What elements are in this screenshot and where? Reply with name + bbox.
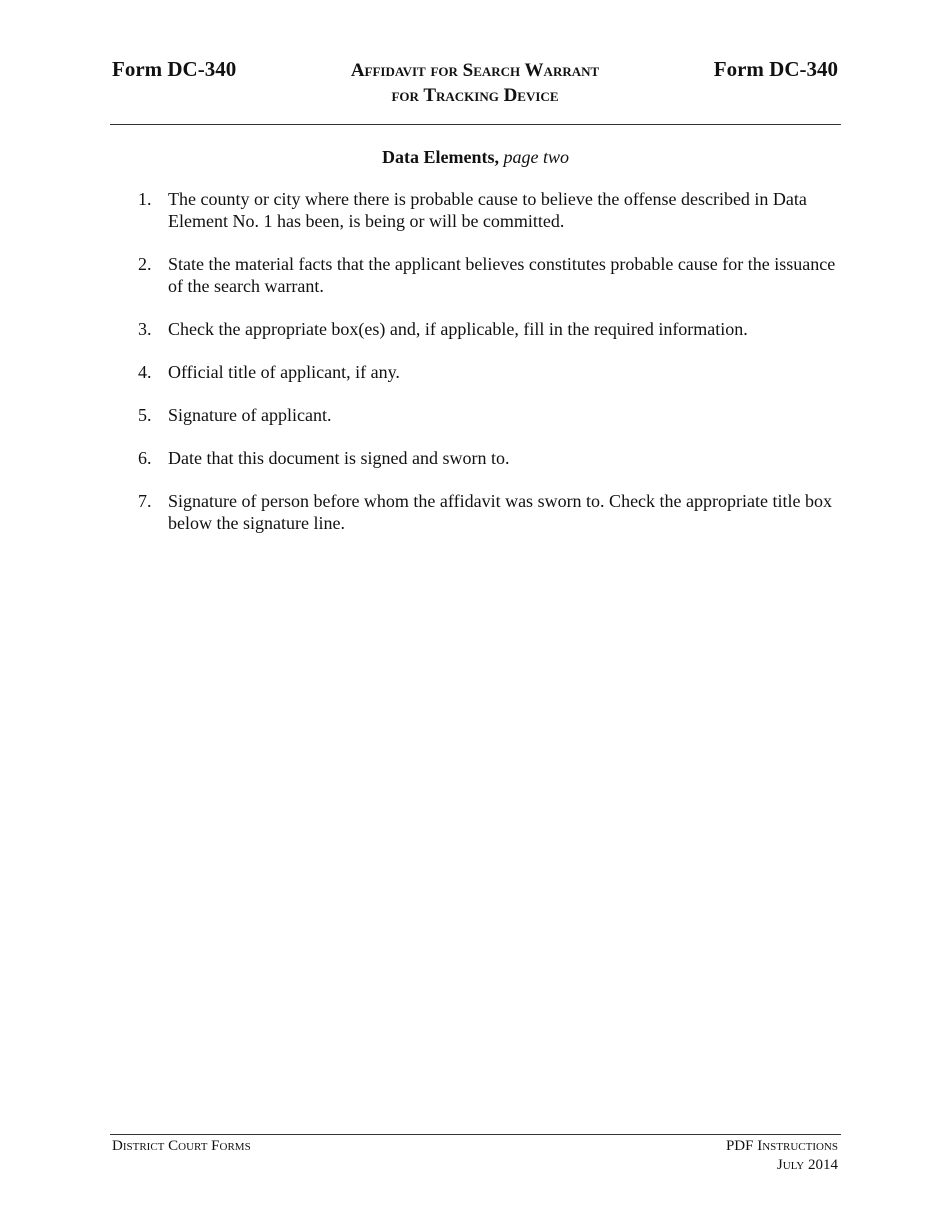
list-item-number: 5. (138, 405, 152, 425)
document-title (250, 58, 700, 108)
footer-divider (110, 1134, 841, 1135)
header-divider (110, 124, 841, 125)
data-elements-list (138, 188, 838, 555)
footer-publisher: District Court Forms (112, 1138, 251, 1154)
list-item-text: Official title of applicant, if any. (168, 362, 400, 382)
list-item-number: 4. (138, 362, 152, 382)
footer-doc-type: PDF Instructions (725, 1138, 838, 1154)
list-item (138, 318, 838, 340)
list-item-text: The county or city where there is probable cause to believe the offense described in Data Element No. 1 has been, is being or will be committed. (168, 189, 807, 231)
list-item (138, 404, 838, 426)
list-item-number: 6. (138, 448, 152, 468)
list-item-text: Signature of applicant. (168, 405, 332, 425)
list-item-number: 7. (138, 491, 152, 511)
list-item-text: State the material facts that the applicant believes constitutes probable cause for the issuance of the search warrant. (168, 254, 836, 296)
form-number-left: Form DC-340 (112, 57, 237, 81)
list-item (138, 253, 838, 297)
section-heading-italic: page two (503, 147, 569, 167)
list-item (138, 490, 838, 534)
list-item-number: 1. (138, 189, 152, 209)
form-number-right: Form DC-340 (713, 57, 838, 81)
section-heading-bold: Data Elements, (382, 147, 499, 167)
list-item (138, 188, 838, 232)
list-item (138, 361, 838, 383)
list-item-text: Check the appropriate box(es) and, if applicable, fill in the required information. (168, 319, 748, 339)
list-item-text: Date that this document is signed and sworn to. (168, 448, 510, 468)
list-item-text: Signature of person before whom the affidavit was sworn to. Check the appropriate title box below the signature line. (168, 491, 832, 533)
list-item-number: 2. (138, 254, 152, 274)
document-title-line-1: Affidavit for Search Warrant (350, 60, 600, 81)
section-heading (110, 145, 841, 169)
list-item (138, 447, 838, 469)
list-item-number: 3. (138, 319, 152, 339)
footer-info (726, 1137, 838, 1175)
footer-date: July 2014 (776, 1157, 838, 1173)
document-title-line-2: for Tracking Device (391, 85, 559, 106)
